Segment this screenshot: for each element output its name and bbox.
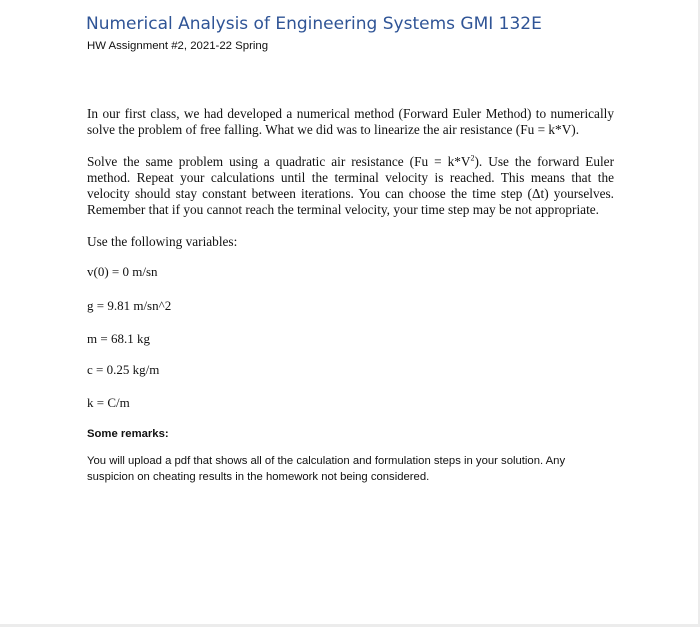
document-subtitle: HW Assignment #2, 2021-22 Spring: [87, 40, 269, 52]
task-line-1-start: Solve the same problem using a quadratic air resistance (Fu = k*V: [87, 154, 471, 169]
task-line-4: Remember that if you cannot reach the terminal velocity, your time step may be not appropriate.: [87, 202, 600, 217]
task-line-2: method. Repeat your calculations until the terminal velocity is reached. This means that the: [87, 170, 614, 185]
variable-gravity: g = 9.81 m/sn^2: [87, 298, 172, 313]
document-title: Numerical Analysis of Engineering Systems GMI 132E: [86, 14, 542, 34]
remarks-line-2: suspicion on cheating results in the homework not being considered.: [87, 471, 430, 483]
intro-paragraph: [87, 106, 614, 138]
variable-k: k = C/m: [87, 395, 130, 410]
intro-line-1: In our first class, we had developed a numerical method (Forward Euler Method) to numerically: [87, 106, 614, 121]
task-line-1-end: ). Use the forward Euler: [474, 154, 614, 169]
remarks-text: [87, 453, 565, 485]
variable-initial-velocity: v(0) = 0 m/sn: [87, 264, 158, 279]
task-line-3: velocity should stay constant between iterations. You can choose the time step (Δt) yourselves.: [87, 186, 614, 201]
variable-drag-coefficient: c = 0.25 kg/m: [87, 362, 160, 377]
intro-line-2: solve the problem of free falling. What we did was to linearize the air resistance (Fu = k*V).: [87, 122, 580, 137]
remarks-heading: Some remarks:: [87, 428, 169, 440]
task-paragraph: [87, 154, 614, 218]
variable-mass: m = 68.1 kg: [87, 331, 150, 346]
variables-intro: Use the following variables:: [87, 234, 238, 249]
remarks-line-1: You will upload a pdf that shows all of the calculation and formulation steps in your solution. Any: [87, 455, 566, 467]
square-superscript: 2: [470, 153, 475, 163]
task-line-1: [87, 154, 614, 170]
